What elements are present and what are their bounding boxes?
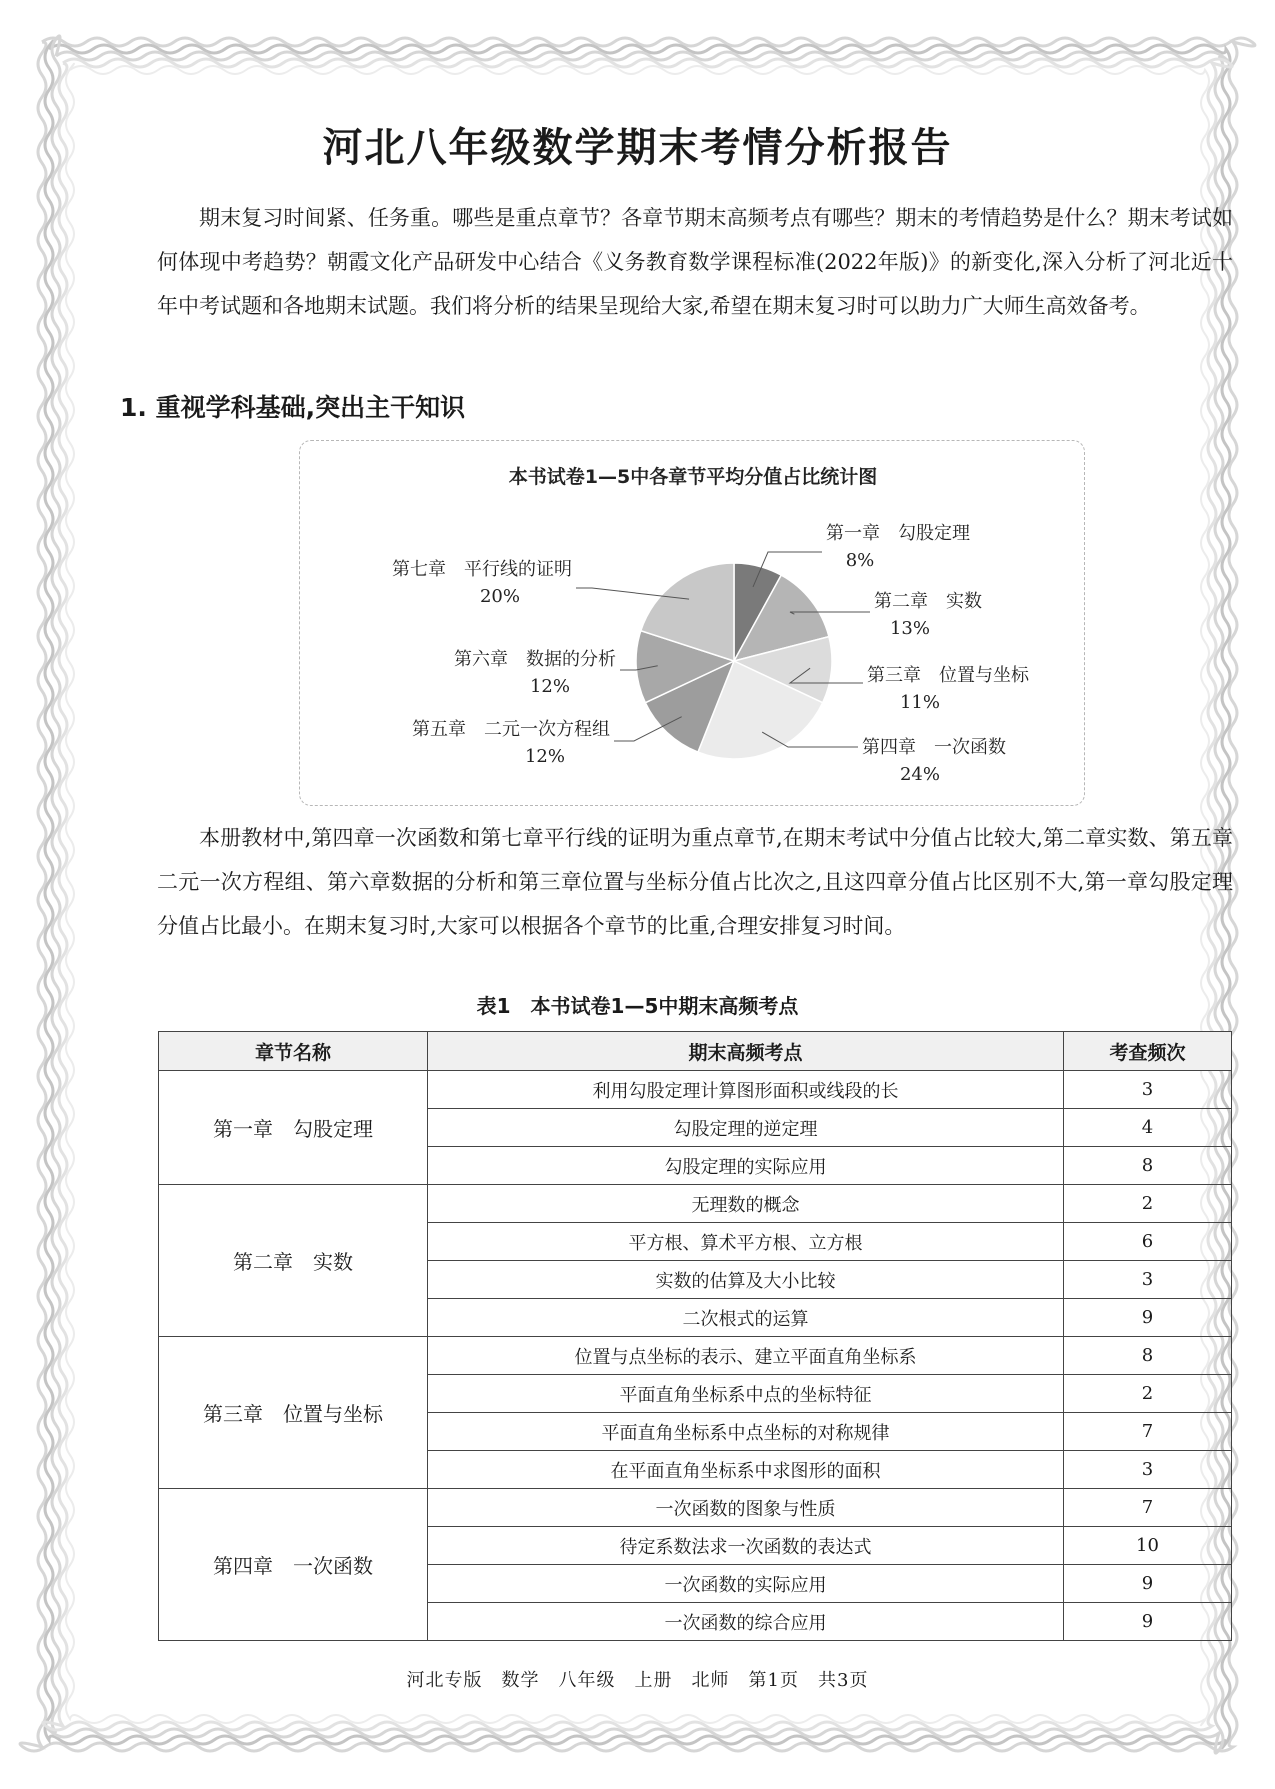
slice-percent: 13% (889, 618, 931, 639)
table-row (159, 1337, 1232, 1375)
section-heading: 1. 重视学科基础,突出主干知识 (120, 393, 466, 422)
exam-point-cell: 平面直角坐标系中点坐标的对称规律 (428, 1413, 1064, 1451)
exam-point-cell: 一次函数的综合应用 (428, 1603, 1064, 1641)
exam-point-cell: 在平面直角坐标系中求图形的面积 (428, 1451, 1064, 1489)
pie-chart (300, 441, 1086, 807)
frequency-cell: 2 (1064, 1375, 1232, 1413)
header-point: 期末高频考点 (428, 1032, 1064, 1071)
frequency-cell: 3 (1064, 1451, 1232, 1489)
exam-point-cell: 勾股定理的逆定理 (428, 1109, 1064, 1147)
exam-point-cell: 勾股定理的实际应用 (428, 1147, 1064, 1185)
slice-label: 第四章 一次函数 (862, 737, 1006, 758)
exam-point-cell: 位置与点坐标的表示、建立平面直角坐标系 (428, 1337, 1064, 1375)
slice-label: 第一章 勾股定理 (826, 523, 970, 544)
frequency-cell: 9 (1064, 1299, 1232, 1337)
slice-label: 第六章 数据的分析 (454, 649, 616, 670)
frequency-cell: 3 (1064, 1071, 1232, 1109)
frequency-cell: 8 (1064, 1337, 1232, 1375)
chapter-cell: 第四章 一次函数 (159, 1489, 428, 1641)
slice-label: 第三章 位置与坐标 (867, 665, 1029, 686)
frequency-cell: 7 (1064, 1489, 1232, 1527)
slice-percent: 24% (899, 764, 941, 785)
slice-percent: 20% (479, 586, 521, 607)
table-body (159, 1071, 1232, 1641)
slice-percent: 12% (529, 676, 571, 697)
frequency-cell: 2 (1064, 1185, 1232, 1223)
header-chapter: 章节名称 (159, 1032, 428, 1071)
slice-label: 第七章 平行线的证明 (392, 559, 572, 580)
frequency-cell: 8 (1064, 1147, 1232, 1185)
exam-points-table (158, 1031, 1232, 1641)
frequency-cell: 4 (1064, 1109, 1232, 1147)
chapter-cell: 第三章 位置与坐标 (159, 1337, 428, 1489)
frequency-cell: 10 (1064, 1527, 1232, 1565)
slice-label: 第五章 二元一次方程组 (412, 719, 610, 740)
slice-percent: 12% (524, 746, 566, 767)
frequency-cell: 3 (1064, 1261, 1232, 1299)
table-row (159, 1071, 1232, 1109)
exam-point-cell: 实数的估算及大小比较 (428, 1261, 1064, 1299)
chart-title: 本书试卷1—5中各章节平均分值占比统计图 (508, 466, 878, 488)
table-header-row (159, 1032, 1232, 1071)
table-caption: 表1 本书试卷1—5中期末高频考点 (476, 994, 799, 1018)
exam-point-cell: 待定系数法求一次函数的表达式 (428, 1527, 1064, 1565)
analysis-paragraph: 本册教材中,第四章一次函数和第七章平行线的证明为重点章节,在期末考试中分值占比较大,第二章实数、第五章二元一次方程组、第六章数据的分析和第三章位置与坐标分值占比次之,且这四章分值占比区别不大,第一章勾股定理分值占比最小。在期末复习时,大家可以根据各个章节的比重,合理安排复习时间。 (157, 826, 1233, 938)
page-footer: 河北专版 数学 八年级 上册 北师 第1页 共3页 (406, 1670, 869, 1691)
pie-chart-frame (299, 440, 1085, 806)
frequency-cell: 9 (1064, 1565, 1232, 1603)
frequency-cell: 6 (1064, 1223, 1232, 1261)
intro-paragraph: 期末复习时间紧、任务重。哪些是重点章节？各章节期末高频考点有哪些？期末的考情趋势是什么？期末考试如何体现中考趋势？朝霞文化产品研发中心结合《义务教育数学课程标准(2022年版)》的新变化,深入分析了河北近十年中考试题和各地期末试题。我们将分析的结果呈现给大家,希望在期末复习时可以助力广大师生高效备考。 (157, 206, 1233, 318)
exam-point-cell: 利用勾股定理计算图形面积或线段的长 (428, 1071, 1064, 1109)
table-row (159, 1489, 1232, 1527)
slice-percent: 8% (845, 550, 875, 571)
exam-point-cell: 一次函数的实际应用 (428, 1565, 1064, 1603)
chapter-cell: 第二章 实数 (159, 1185, 428, 1337)
frequency-cell: 9 (1064, 1603, 1232, 1641)
pie-slices (636, 563, 832, 759)
slice-percent: 11% (899, 692, 941, 713)
exam-point-cell: 平方根、算术平方根、立方根 (428, 1223, 1064, 1261)
exam-point-cell: 二次根式的运算 (428, 1299, 1064, 1337)
chapter-cell: 第一章 勾股定理 (159, 1071, 428, 1185)
exam-point-cell: 一次函数的图象与性质 (428, 1489, 1064, 1527)
page-title: 河北八年级数学期末考情分析报告 (322, 125, 953, 171)
header-frequency: 考查频次 (1064, 1032, 1232, 1071)
exam-point-cell: 平面直角坐标系中点的坐标特征 (428, 1375, 1064, 1413)
slice-label: 第二章 实数 (874, 591, 982, 612)
table-row (159, 1185, 1232, 1223)
exam-point-cell: 无理数的概念 (428, 1185, 1064, 1223)
frequency-cell: 7 (1064, 1413, 1232, 1451)
